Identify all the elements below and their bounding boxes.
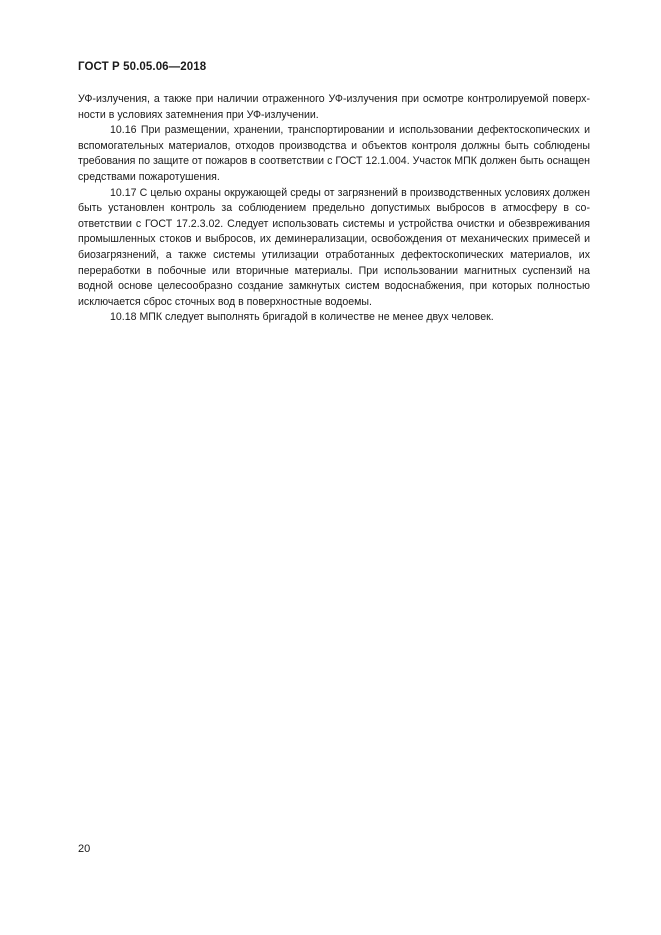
document-header-standard-id: ГОСТ Р 50.05.06—2018 <box>78 61 207 73</box>
paragraph-10-18: 10.18 МПК следует выполнять бригадой в количестве не менее двух человек. <box>110 311 494 324</box>
paragraph-continuation: УФ-излучения, а также при наличии отраженного УФ-излучения при осмотре контролируемой поверхности в условиях затемнения при УФ-излучении. <box>78 93 590 121</box>
page-number: 20 <box>78 843 91 855</box>
document-body <box>78 92 590 326</box>
paragraph-10-16: 10.16 При размещении, хранении, транспортировании и использовании дефектоскопических и вспомогательных материалов, отходов производства и объектов контроля должны быть соблюдены требования по защите от пожаров в соответствии с ГОСТ 12.1.004. Участок МПК должен быть оснащен средствами пожаротушения. <box>78 124 590 183</box>
paragraph-10-17: 10.17 С целью охраны окружающей среды от загрязнений в производственных условиях должен быть установлен контроль за соблюдением предельно допустимых выбросов в атмосферу в соответствии с ГОСТ 17.2.3.02. Следует использовать системы и устройства очистки и обезвреживания промышленных стоков и выбросов, их деминерализации, освобождения от механических примесей и биозагрязнений, а также системы утилизации отработанных дефектоскопических материалов, их переработки в побочные или вторичные материалы. При использовании магнитных суспензий на водной основе целесообразно создание замкнутых систем водоснабжения, при которых полностью исключается сброс сточных вод в поверхностные водоемы. <box>78 186 590 308</box>
